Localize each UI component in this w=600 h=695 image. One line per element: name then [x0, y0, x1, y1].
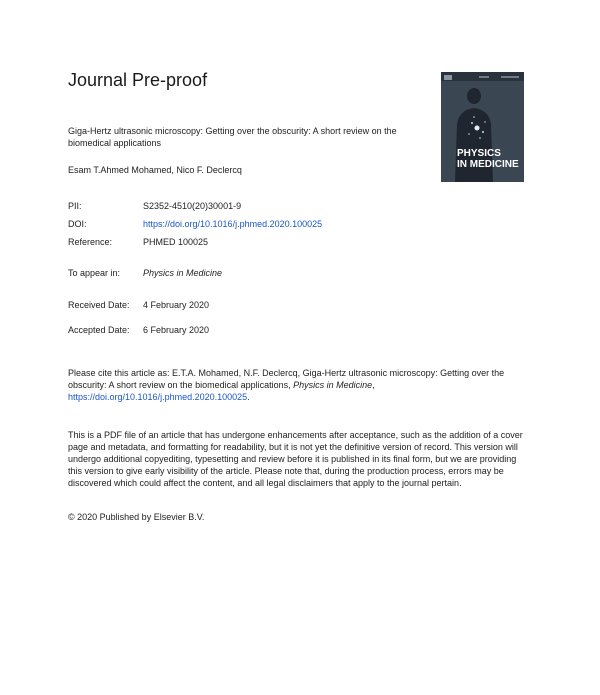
pii-value: S2352-4510(20)30001-9 — [143, 201, 242, 211]
reference-value: PHMED 100025 — [143, 237, 209, 247]
appear-label: To appear in: — [68, 268, 121, 278]
reference-label: Reference: — [68, 237, 113, 247]
article-authors: Esam T.Ahmed Mohamed, Nico F. Declercq — [68, 165, 242, 175]
cover-title-line1: PHYSICS — [457, 148, 501, 159]
copyright-line: © 2020 Published by Elsevier B.V. — [68, 512, 205, 522]
doi-link[interactable]: https://doi.org/10.1016/j.phmed.2020.100025 — [143, 219, 323, 229]
citation-journal: Physics in Medicine — [293, 380, 373, 390]
appear-value: Physics in Medicine — [143, 268, 223, 278]
citation-suffix: . — [247, 392, 250, 402]
journal-cover-image — [441, 72, 524, 182]
pii-label: PII: — [68, 201, 82, 211]
received-value: 4 February 2020 — [143, 300, 210, 310]
accepted-value: 6 February 2020 — [143, 325, 210, 335]
citation-prefix: Please cite this article as: E.T.A. Mohamed, N.F. Declercq, Giga-Hertz ultrasonic microscopy: Getting over the obscurity: A short review on the biomedical applications, — [68, 368, 505, 390]
received-label: Received Date: — [68, 300, 130, 310]
citation-mid: , — [372, 380, 375, 390]
cover-title-line2: IN MEDICINE — [457, 159, 519, 170]
citation-paragraph — [68, 367, 518, 403]
doi-label: DOI: — [68, 219, 87, 229]
accepted-label: Accepted Date: — [68, 325, 130, 335]
citation-doi-link[interactable]: https://doi.org/10.1016/j.phmed.2020.100025 — [68, 392, 248, 402]
journal-pre-proof-heading: Journal Pre-proof — [68, 70, 208, 90]
pre-proof-notice: This is a PDF file of an article that has undergone enhancements after acceptance, such as the addition of a cover page and metadata, and formatting for readability, but it is not yet the definitive version of record. This version will undergo additional copyediting, typesetting and review before it is published in its final form, but we are providing this version to give early visibility of the article. Please note that, during the production process, errors may be discovered which could affect the content, and all legal disclaimers that apply to the journal pertain. — [68, 430, 523, 488]
article-title: Giga-Hertz ultrasonic microscopy: Getting over the obscurity: A short review on the biomedical applications — [68, 126, 397, 148]
